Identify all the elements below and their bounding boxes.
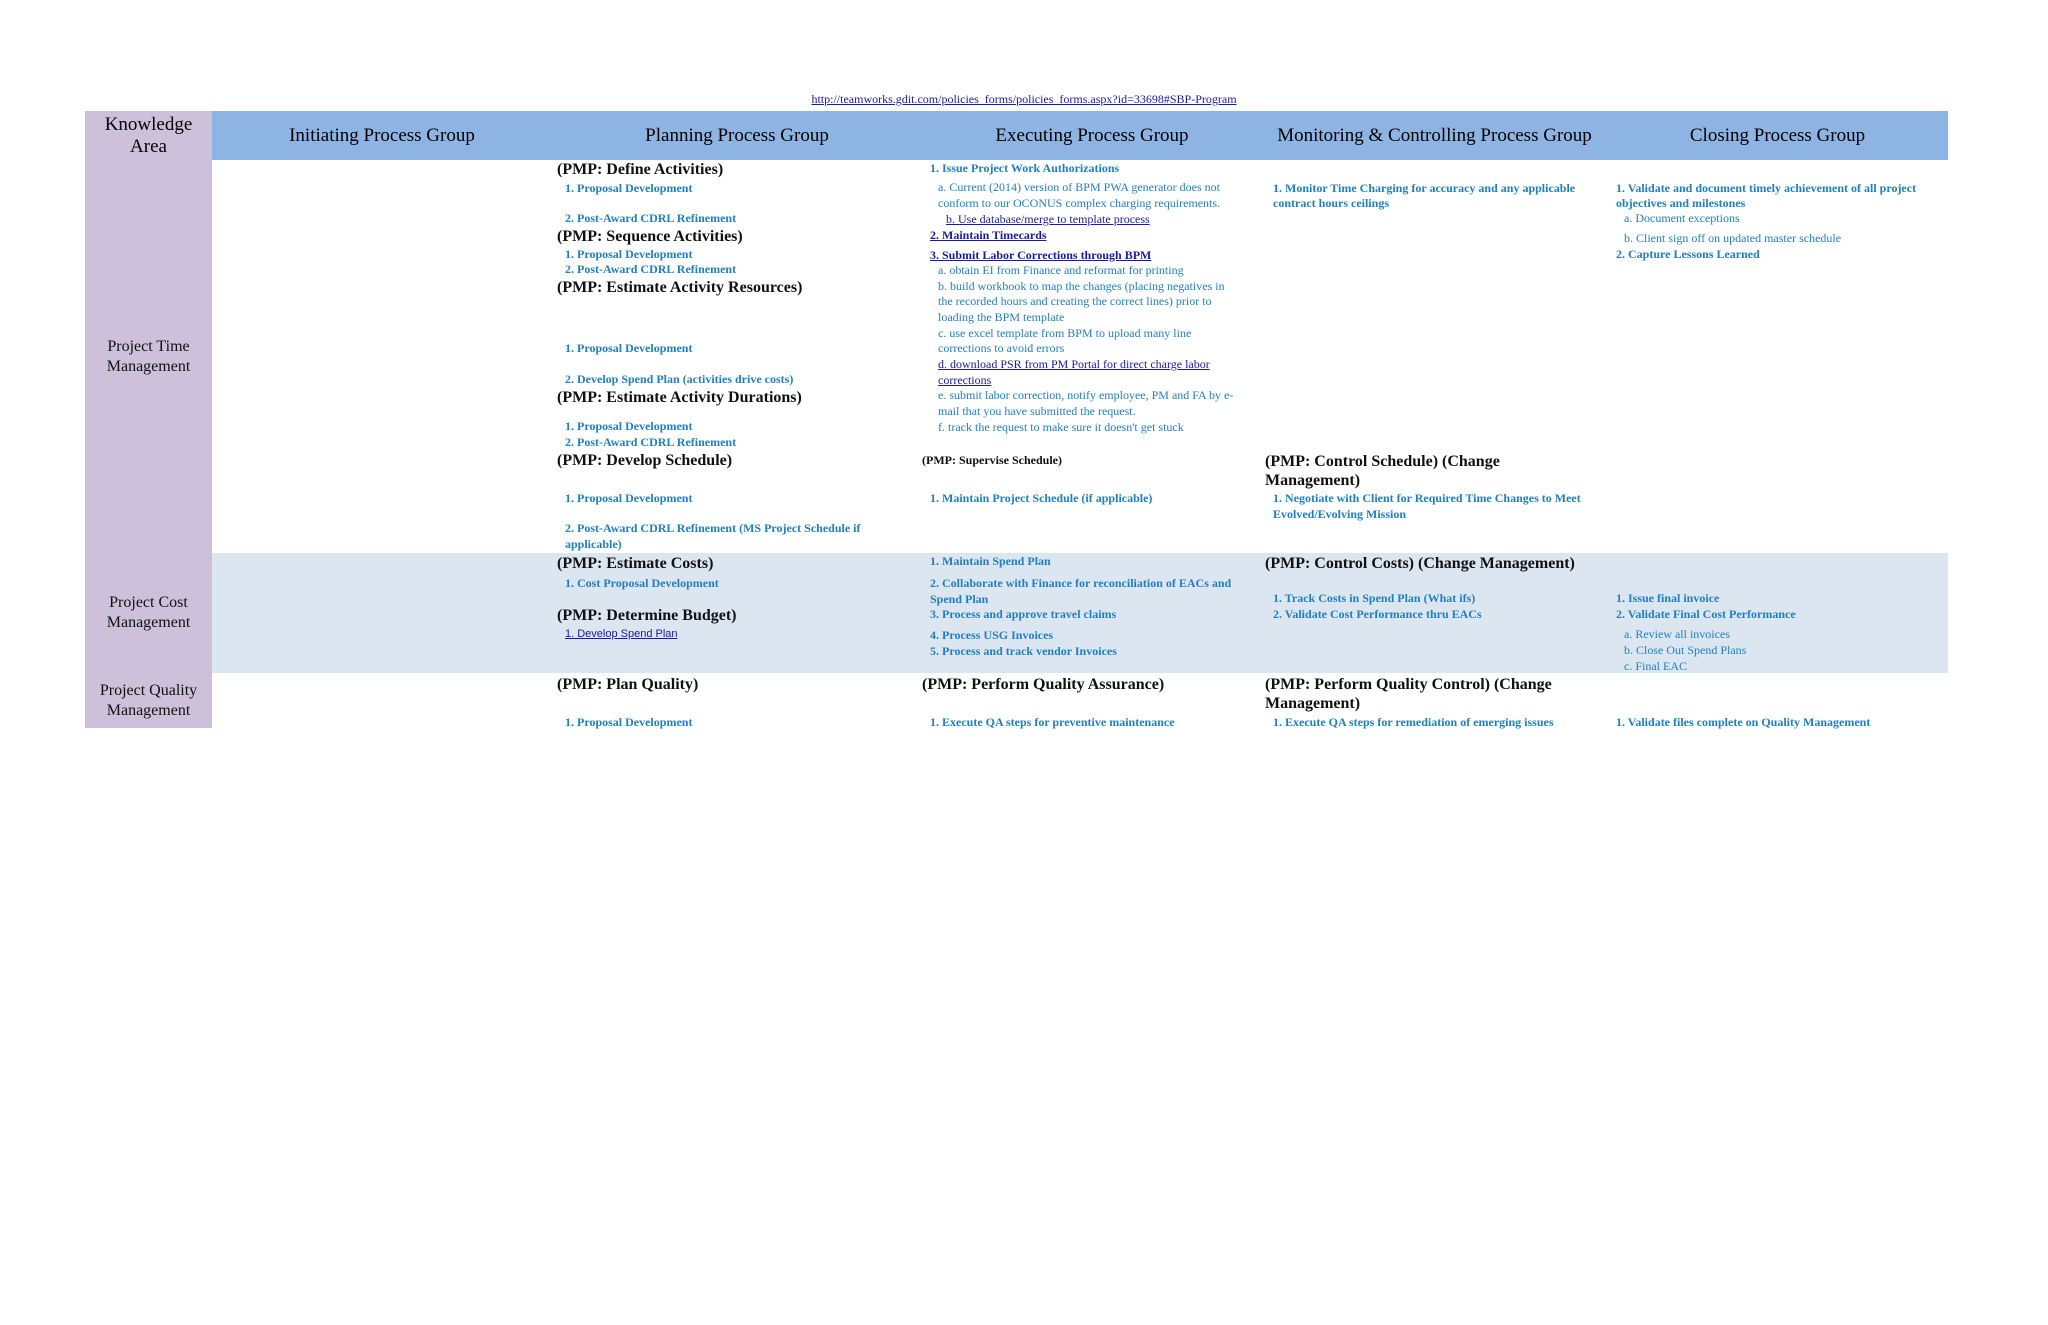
- area-quality-label: Project Quality Management: [99, 681, 198, 719]
- define-item-2: 2. Post-Award CDRL Refinement: [565, 211, 737, 225]
- area-time: [85, 160, 212, 553]
- exec-labor-step-c1: c. use excel template from BPM to upload many line: [938, 326, 1192, 340]
- exec-template-process-link[interactable]: b. Use database/merge to template process: [946, 212, 1150, 226]
- pmp-perform-quality-control-cont: Management): [1265, 695, 1361, 712]
- monitor-track-costs: 1. Track Costs in Spend Plan (What ifs): [1273, 591, 1476, 605]
- close-final-cost-performance: 2. Validate Final Cost Performance: [1616, 607, 1796, 621]
- exec-labor-step-a: a. obtain EI from Finance and reformat for printing: [938, 263, 1184, 277]
- area-cost-label: Project Cost Management: [106, 594, 191, 631]
- header-knowledge-area: [85, 111, 212, 160]
- pmp-plan-quality: (PMP: Plan Quality): [557, 676, 699, 693]
- pmp-determine-budget: (PMP: Determine Budget): [557, 607, 737, 624]
- header-closing: Closing Process Group: [1689, 124, 1866, 146]
- pmp-estimate-activity-resources: (PMP: Estimate Activity Resources): [557, 279, 803, 296]
- define-item-1: 1. Proposal Development: [565, 181, 693, 195]
- exec-pwa-note-line2: conform to our OCONUS complex charging requirements.: [938, 196, 1221, 210]
- pmp-perform-quality-assurance: (PMP: Perform Quality Assurance): [922, 676, 1165, 693]
- monitor-qa-remediation: 1. Execute QA steps for remediation of emerging issues: [1273, 715, 1554, 729]
- develop-item-2-cont: applicable): [565, 537, 622, 551]
- pmp-supervise-schedule: (PMP: Supervise Schedule): [922, 453, 1062, 467]
- pmp-sequence-activities: (PMP: Sequence Activities): [557, 228, 743, 245]
- exec-work-authorizations: 1. Issue Project Work Authorizations: [930, 161, 1120, 175]
- pmp-control-costs: (PMP: Control Costs) (Change Management): [1265, 555, 1575, 572]
- sequence-item-2: 2. Post-Award CDRL Refinement: [565, 262, 737, 276]
- area-cost: [85, 553, 212, 673]
- header-initiating: Initiating Process Group: [289, 124, 475, 146]
- close-client-signoff: b. Client sign off on updated master schedule: [1624, 231, 1842, 245]
- exec-labor-step-e1: e. submit labor correction, notify employee, PM and FA by e-: [938, 388, 1234, 402]
- quality-proposal-development: 1. Proposal Development: [565, 715, 693, 729]
- exec-psr-download-link-cont[interactable]: corrections: [938, 373, 992, 387]
- exec-labor-step-b1: b. build workbook to map the changes (placing negatives in: [938, 279, 1225, 293]
- monitor-negotiate-time-changes: 1. Negotiate with Client for Required Time Changes to Meet: [1273, 491, 1581, 505]
- exec-maintain-spend-plan: 1. Maintain Spend Plan: [930, 554, 1051, 568]
- exec-labor-step-b2: the recorded hours and creating the correct lines) prior to: [938, 294, 1212, 308]
- header-planning: Planning Process Group: [645, 124, 829, 146]
- exec-labor-step-b3: loading the BPM template: [938, 310, 1065, 324]
- knowledge-area-label: Knowledge Area: [104, 113, 193, 157]
- pmp-perform-quality-control: (PMP: Perform Quality Control) (Change: [1265, 676, 1552, 693]
- close-review-invoices: a. Review all invoices: [1624, 627, 1730, 641]
- exec-collaborate-finance: 2. Collaborate with Finance for reconciliation of EACs and: [930, 576, 1232, 590]
- develop-item-1: 1. Proposal Development: [565, 491, 693, 505]
- pmp-define-activities: (PMP: Define Activities): [557, 161, 724, 178]
- close-final-eac: c. Final EAC: [1624, 659, 1687, 673]
- sequence-item-1: 1. Proposal Development: [565, 247, 693, 261]
- exec-labor-step-e2: mail that you have submitted the request.: [938, 404, 1136, 418]
- durations-item-2: 2. Post-Award CDRL Refinement: [565, 435, 737, 449]
- exec-psr-download-link[interactable]: d. download PSR from PM Portal for direct charge labor: [938, 357, 1210, 371]
- exec-pwa-note-line1: a. Current (2014) version of BPM PWA generator does not: [938, 180, 1220, 194]
- exec-travel-claims: 3. Process and approve travel claims: [930, 607, 1117, 621]
- area-time-label: Project Time Management: [106, 337, 191, 375]
- exec-labor-step-f: f. track the request to make sure it doesn't get stuck: [938, 420, 1184, 434]
- pmp-estimate-costs: (PMP: Estimate Costs): [557, 555, 714, 572]
- exec-qa-preventive: 1. Execute QA steps for preventive maintenance: [930, 715, 1175, 729]
- develop-spend-plan-link[interactable]: 1. Develop Spend Plan: [565, 628, 678, 640]
- close-validate-objectives-cont: objectives and milestones: [1616, 196, 1746, 210]
- exec-labor-step-c2: corrections to avoid errors: [938, 341, 1065, 355]
- exec-usg-invoices: 4. Process USG Invoices: [930, 628, 1054, 642]
- close-validate-quality-files: 1. Validate files complete on Quality Management: [1616, 715, 1871, 729]
- monitor-validate-cost-performance: 2. Validate Cost Performance thru EACs: [1273, 607, 1482, 621]
- exec-collaborate-finance-cont: Spend Plan: [930, 592, 989, 606]
- monitor-negotiate-time-changes-cont: Evolved/Evolving Mission: [1273, 507, 1407, 521]
- exec-labor-corrections-link[interactable]: 3. Submit Labor Corrections through BPM: [930, 248, 1152, 262]
- pmp-control-schedule: (PMP: Control Schedule) (Change: [1265, 453, 1500, 470]
- close-validate-objectives: 1. Validate and document timely achievement of all project: [1616, 181, 1917, 195]
- monitor-time-charging: 1. Monitor Time Charging for accuracy and any applicable: [1273, 181, 1576, 195]
- develop-item-2: 2. Post-Award CDRL Refinement (MS Project Schedule if: [565, 521, 861, 535]
- exec-maintain-timecards-link[interactable]: 2. Maintain Timecards: [930, 228, 1047, 242]
- resources-item-1: 1. Proposal Development: [565, 341, 693, 355]
- pmp-control-schedule-cont: Management): [1265, 472, 1361, 489]
- close-spend-plans: b. Close Out Spend Plans: [1624, 643, 1747, 657]
- area-quality: [85, 673, 212, 728]
- resources-item-2: 2. Develop Spend Plan (activities drive costs): [565, 372, 794, 386]
- durations-item-1: 1. Proposal Development: [565, 419, 693, 433]
- header-executing: Executing Process Group: [995, 124, 1189, 146]
- pmp-estimate-activity-durations: (PMP: Estimate Activity Durations): [557, 389, 802, 406]
- close-lessons-learned: 2. Capture Lessons Learned: [1616, 247, 1760, 261]
- monitor-time-charging-cont: contract hours ceilings: [1273, 196, 1389, 210]
- close-final-invoice: 1. Issue final invoice: [1616, 591, 1720, 605]
- exec-vendor-invoices: 5. Process and track vendor Invoices: [930, 644, 1117, 658]
- exec-maintain-project-schedule: 1. Maintain Project Schedule (if applicable): [930, 491, 1153, 505]
- policy-url-link[interactable]: http://teamworks.gdit.com/policies_forms/policies_forms.aspx?id=33698#SBP-Program: [811, 92, 1237, 106]
- pmp-develop-schedule: (PMP: Develop Schedule): [557, 452, 733, 469]
- cost-proposal-development: 1. Cost Proposal Development: [565, 576, 719, 590]
- header-monitoring: Monitoring & Controlling Process Group: [1277, 124, 1592, 146]
- close-document-exceptions: a. Document exceptions: [1624, 211, 1740, 225]
